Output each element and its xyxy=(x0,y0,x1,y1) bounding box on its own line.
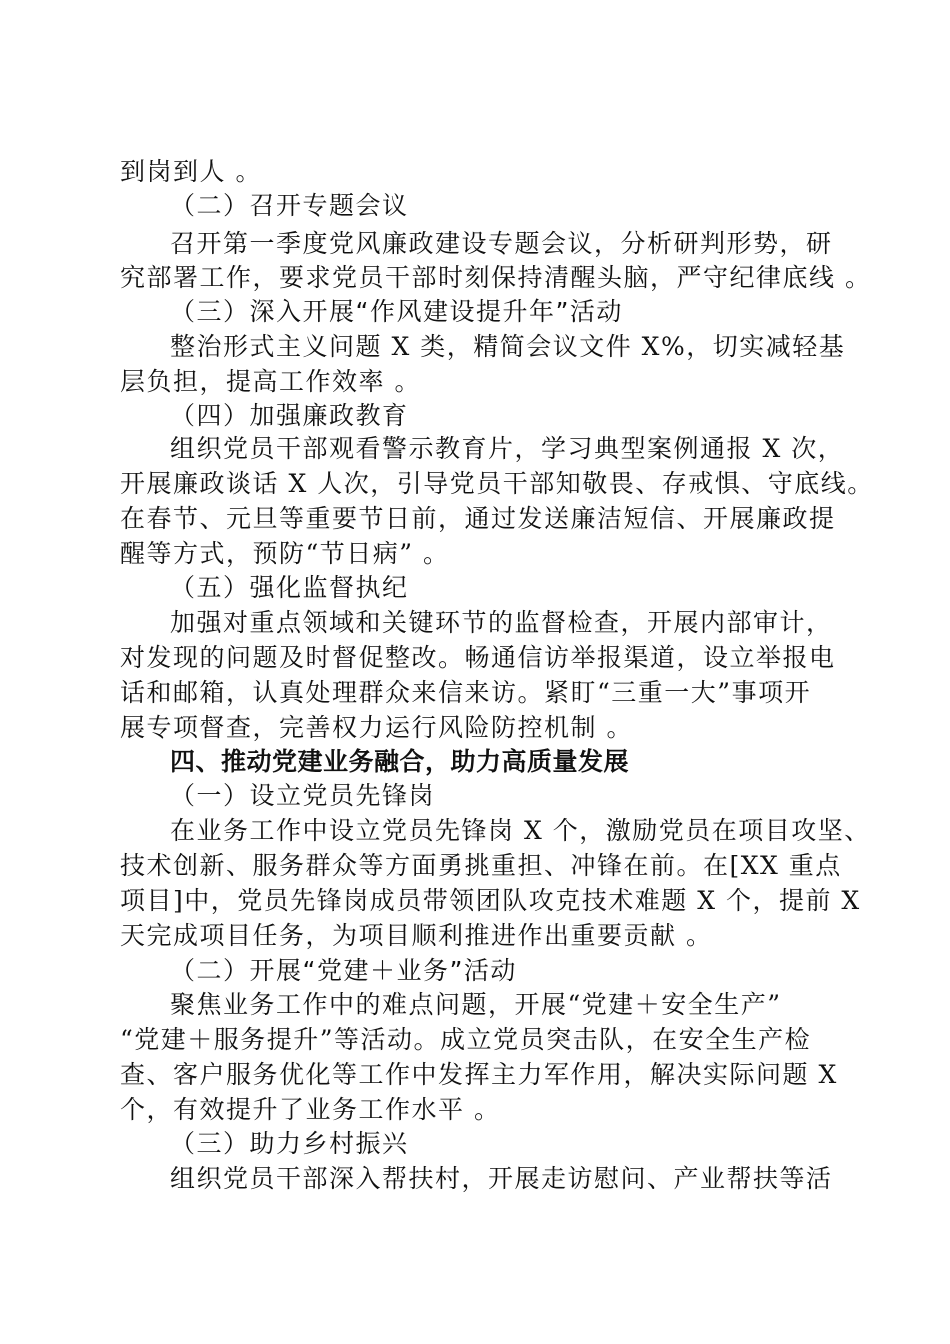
body-line: 层负担，提高工作效率 。 xyxy=(120,367,421,396)
body-line: 项目]中，党员先锋岗成员带领团队攻克技术难题 X 个，提前 X xyxy=(120,886,861,915)
body-line: 究部署工作，要求党员干部时刻保持清醒头脑，严守纪律底线 。 xyxy=(120,263,872,292)
body-line: “党建＋服务提升”等活动。成立党员突击队，在安全生产检 xyxy=(120,1025,812,1054)
body-line: 查、客户服务优化等工作中发挥主力军作用，解决实际问题 X xyxy=(120,1060,838,1089)
body-line: 组织党员干部观看警示教育片，学习典型案例通报 X 次， xyxy=(170,434,845,463)
body-line: 整治形式主义问题 X 类，精简会议文件 X%，切实减轻基 xyxy=(170,332,846,361)
body-line: 天完成项目任务，为项目顺利推进作出重要贡献 。 xyxy=(120,921,713,950)
section-subheading: （二）召开专题会议 xyxy=(170,191,409,220)
body-line: 话和邮箱，认真处理群众来信来访。紧盯“三重一大”事项开 xyxy=(120,678,812,707)
section-subheading: （三）深入开展“作风建设提升年”活动 xyxy=(170,297,623,326)
body-line: 加强对重点领域和关键环节的监督检查，开展内部审计， xyxy=(170,608,833,637)
section-heading: 四、推动党建业务融合，助力高质量发展 xyxy=(170,747,630,776)
body-line: 组织党员干部深入帮扶村，开展走访慰问、产业帮扶等活 xyxy=(170,1164,833,1193)
body-line: 开展廉政谈话 X 人次，引导党员干部知敬畏、存戒惧、守底线。 xyxy=(120,469,874,498)
body-line: 对发现的问题及时督促整改。畅通信访举报渠道，设立举报电 xyxy=(120,643,836,672)
section-subheading: （三）助力乡村振兴 xyxy=(170,1129,409,1158)
body-line: 技术创新、服务群众等方面勇挑重担、冲锋在前。在[XX 重点 xyxy=(120,851,842,880)
section-subheading: （一）设立党员先锋岗 xyxy=(170,781,436,810)
body-line: 到岗到人 。 xyxy=(120,157,262,186)
section-subheading: （二）开展“党建＋业务”活动 xyxy=(170,956,517,985)
body-line: 展专项督查，完善权力运行风险防控机制 。 xyxy=(120,713,633,742)
body-line: 召开第一季度党风廉政建设专题会议，分析研判形势，研 xyxy=(170,229,833,258)
body-line: 聚焦业务工作中的难点问题，开展“党建＋安全生产” xyxy=(170,990,782,1019)
section-subheading: （四）加强廉政教育 xyxy=(170,401,409,430)
body-line: 在春节、元旦等重要节日前，通过发送廉洁短信、开展廉政提 xyxy=(120,504,836,533)
body-line: 个，有效提升了业务工作水平 。 xyxy=(120,1095,501,1124)
section-subheading: （五）强化监督执纪 xyxy=(170,573,409,602)
body-line: 醒等方式，预防“节日病” 。 xyxy=(120,539,450,568)
body-line: 在业务工作中设立党员先锋岗 X 个，激励党员在项目攻坚、 xyxy=(170,816,871,845)
